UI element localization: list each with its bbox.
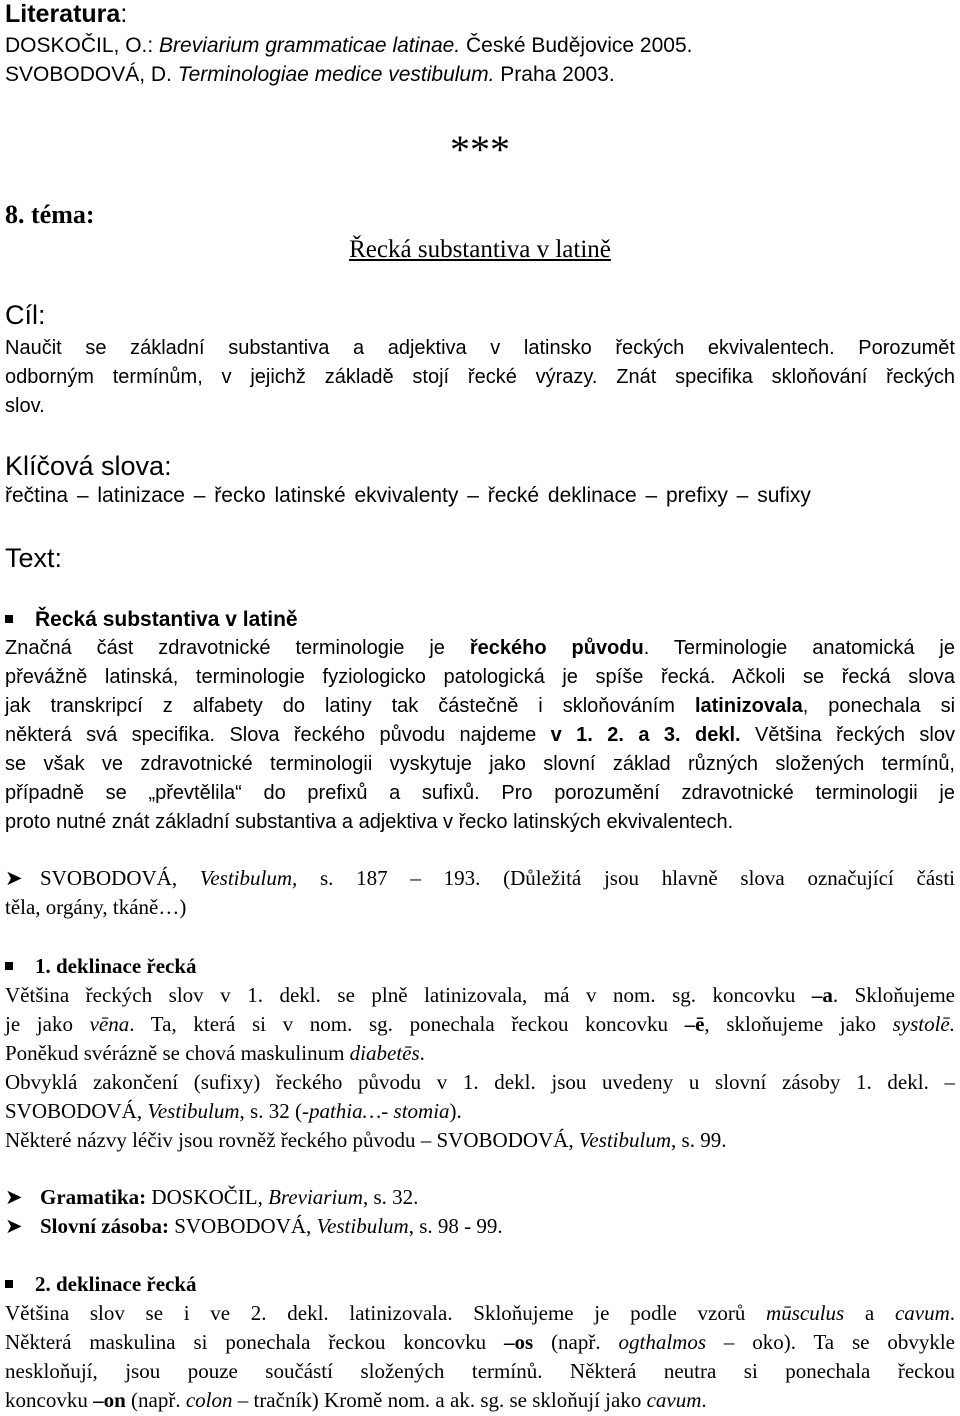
arrow-bullet-icon: ➤ [5, 1185, 23, 1209]
keywords-text: řečtina – latinizace – řecko latinské ekvivalenty – řecké deklinace – prefixy – sufixy [5, 484, 811, 507]
decl2-heading: 2. deklinace řecká [5, 1270, 955, 1299]
goal-text: Naučit se základní substantiva a adjektiva v latinsko řeckých ekvivalentech. Porozumět odborným termínům, v jejichž základě stojí řecké výrazy. Znát specifika skloňování řeckých slov. [5, 337, 955, 417]
section-separator: *** [450, 127, 510, 172]
grammar-reference: ➤ Gramatika: DOSKOČIL, Breviarium, s. 32. [5, 1183, 955, 1212]
arrow-bullet-icon: ➤ [5, 1214, 23, 1238]
decl1-heading: 1. deklinace řecká [5, 952, 955, 981]
decl2-paragraph: Většina slov se i ve 2. dekl. latinizovala. Skloňujeme je podle vzorů mūsculus a cavum. Některá maskulina si ponechala řeckou koncovku –os (např. ogthalmos – oko). Ta se obvykle neskloňují, jsou pouze součástí složených termínů. Některá neutra si ponechala řeckou koncovku –on (např. colon – tračník) Kromě nom. a ak. sg. se skloňují jako cavum. [5, 1301, 955, 1412]
goal-heading: Cíl: [5, 300, 46, 330]
subheading-greek-nouns: Řecká substantiva v latině [5, 605, 955, 634]
reference-doskocil: DOSKOČIL, O.: Breviarium grammaticae latinae. České Budějovice 2005. [5, 34, 693, 57]
arrow-bullet-icon: ➤ [5, 866, 23, 890]
square-bullet-icon [5, 962, 13, 970]
literatura-heading: Literatura: [5, 0, 128, 28]
decl1-paragraph: Většina řeckých slov v 1. dekl. se plně latinizovala, má v nom. sg. koncovku –a. Skloňujeme je jako vēna. Ta, která si v nom. sg. ponechala řeckou koncovku –ē, skloňujeme jako systolē. Poněkud svérázně se chová maskulinum diabetēs. Obvyklá zakončení (sufixy) řeckého původu v 1. dekl. jsou uvedeny u slovní zásoby 1. dekl. – SVOBODOVÁ, Vestibulum, s. 32 (-pathia…- stomia). Některé názvy léčiv jsou rovněž řeckého původu – SVOBODOVÁ, Vestibulum, s. 99. [5, 983, 956, 1152]
keywords-heading: Klíčová slova: [5, 451, 172, 481]
text-heading: Text: [5, 543, 63, 573]
intro-paragraph: Značná část zdravotnické terminologie je řeckého původu. Terminologie anatomická je převážně latinská, terminologie fyziologicko patologická je spíše řecká. Ačkoli se řecká slova jak transkripcí z alfabety do latiny tak částečně i skloňováním latinizovala, ponechala si některá svá specifika. Slova řeckého původu najdeme v 1. 2. a 3. dekl. Většina řeckých slov se však ve zdravotnické terminologii vyskytuje jako slovní základ různých složených termínů, případně se „převtělila“ do prefixů a sufixů. Pro porozumění zdravotnické terminologii je proto nutné znát základní substantiva a adjektiva v řecko latinských ekvivalentech. [5, 637, 956, 833]
vestibulum-reference: ➤ SVOBODOVÁ, Vestibulum, s. 187 – 193. (Důležitá jsou hlavně slova označující části těla, orgány, tkáně…) [5, 866, 955, 919]
theme-number: 8. téma: [5, 200, 95, 229]
square-bullet-icon [5, 615, 13, 623]
vocabulary-reference: ➤ Slovní zásoba: SVOBODOVÁ, Vestibulum, s. 98 - 99. [5, 1212, 955, 1241]
theme-title: Řecká substantiva v latině [349, 236, 611, 263]
reference-svobodova: SVOBODOVÁ, D. Terminologiae medice vestibulum. Praha 2003. [5, 63, 615, 86]
square-bullet-icon [5, 1280, 13, 1288]
